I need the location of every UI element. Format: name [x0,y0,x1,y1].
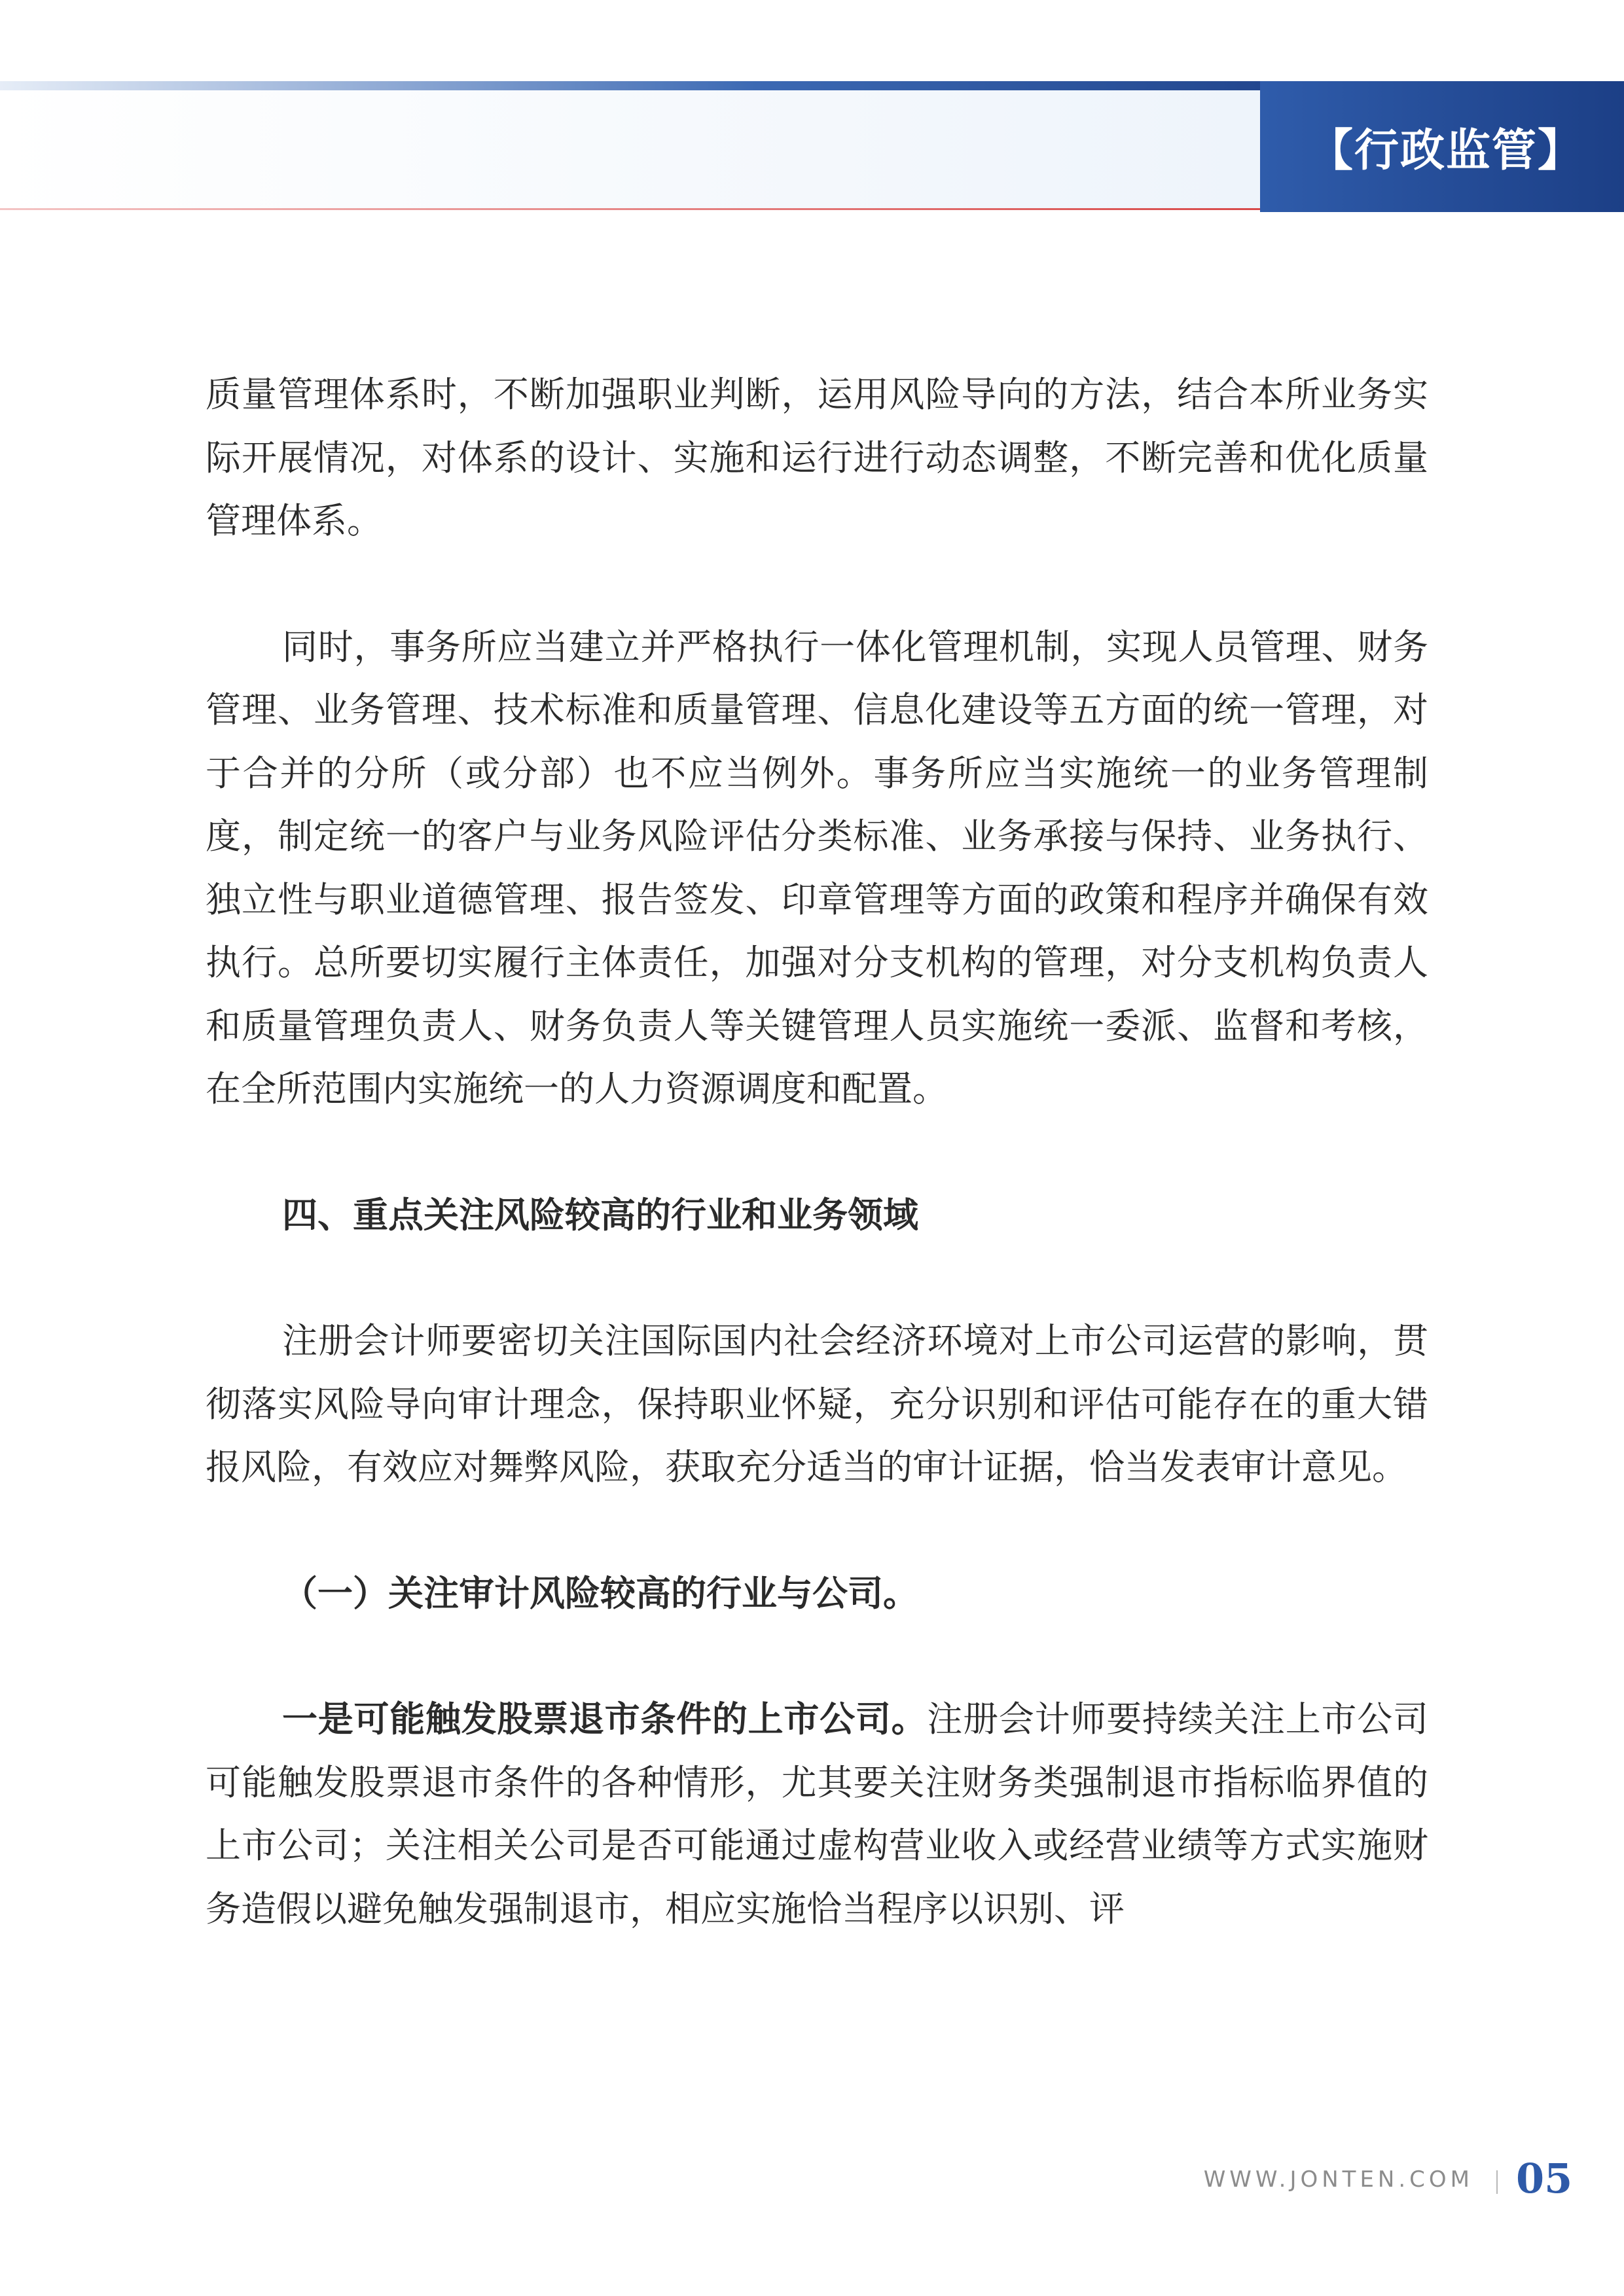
paragraph-4-text: 注册会计师要持续关注上市公司可能触发股票退市条件的各种情形，尤其要关注财务类强制退市指标临界值的上市公司；关注相关公司是否可能通过虚构营业收入或经营业绩等方式实施财务造假以避免触发强制退市，相应实施恰当程序以识别、评 [206,1698,1429,1929]
paragraph-3: 注册会计师要密切关注国际国内社会经济环境对上市公司运营的影响，贯彻落实风险导向审计理念，保持职业怀疑，充分识别和评估可能存在的重大错报风险，有效应对舞弊风险，获取充分适当的审计证据，恰当发表审计意见。 [206,1320,1428,1488]
header-blue-rule [0,81,1260,90]
section-heading-4: 四、重点关注风险较高的行业和业务领域 [282,1194,918,1236]
page-number: 05 [1516,2155,1573,2202]
page-body [206,363,1428,2003]
header-band [0,81,1260,209]
paragraph-4-lead: 一是可能触发股票退市条件的上市公司。 [282,1698,928,1740]
footer-separator [1496,2170,1498,2194]
footer-url: WWW.JONTEN.COM [1203,2166,1473,2193]
subsection-heading-1: （一）关注审计风险较高的行业与公司。 [282,1572,918,1614]
paragraph-2: 同时，事务所应当建立并严格执行一体化管理机制，实现人员管理、财务管理、业务管理、技术标准和质量管理、信息化建设等五方面的统一管理，对于合并的分所（或分部）也不应当例外。事务所应当实施统一的业务管理制度，制定统一的客户与业务风险评估分类标准、业务承接与保持、业务执行、独立性与职业道德管理、报告签发、印章管理等方面的政策和程序并确保有效执行。总所要切实履行主体责任，加强对分支机构的管理，对分支机构负责人和质量管理负责人、财务负责人等关键管理人员实施统一委派、监督和考核，在全所范围内实施统一的人力资源调度和配置。 [206,626,1428,1109]
paragraph-4 [206,1688,1428,1941]
paragraph-1: 质量管理体系时，不断加强职业判断，运用风险导向的方法，结合本所业务实际开展情况，对体系的设计、实施和运行进行动态调整，不断完善和优化质量管理体系。 [206,374,1428,541]
header-red-rule [0,208,1260,210]
section-tag: 【行政监管】 [1260,81,1624,212]
